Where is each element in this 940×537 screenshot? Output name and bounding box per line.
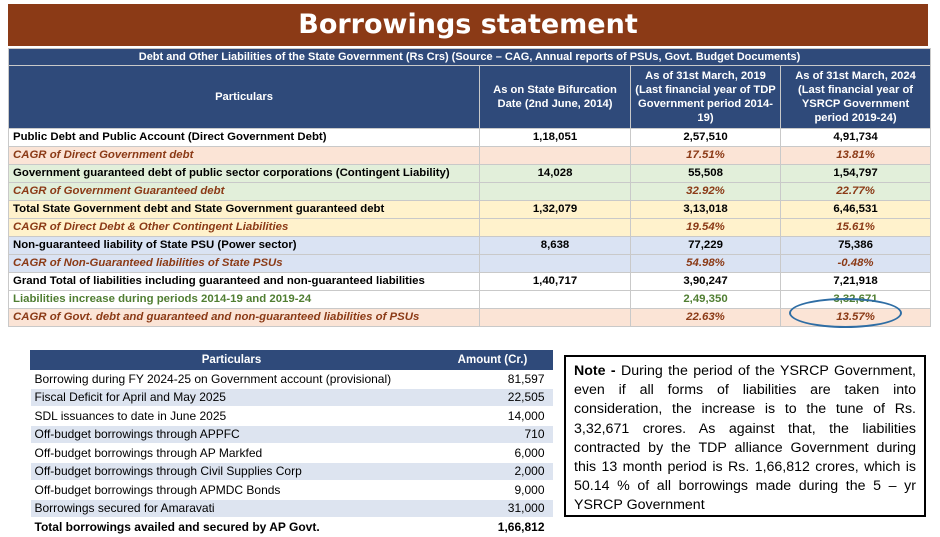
borrowings-table [30, 350, 553, 537]
row-value: 77,229 [631, 237, 781, 255]
row-value [480, 255, 631, 273]
row-label: Public Debt and Public Account (Direct Government Debt) [9, 129, 480, 147]
sub-header-amount: Amount (Cr.) [433, 351, 553, 370]
row-value: 22.63% [631, 309, 781, 327]
list-item: Fiscal Deficit for April and May 2025 [31, 388, 433, 407]
row-label: Total State Government debt and State Government guaranteed debt [9, 201, 480, 219]
row-label: Grand Total of liabilities including guaranteed and non-guaranteed liabilities [9, 273, 480, 291]
row-label: CAGR of Non-Guaranteed liabilities of State PSUs [9, 255, 480, 273]
liabilities-table [8, 48, 931, 327]
row-label: CAGR of Govt. debt and guaranteed and non-guaranteed liabilities of PSUs [9, 309, 480, 327]
row-value [480, 219, 631, 237]
total-amount: 1,66,812 [433, 518, 553, 537]
row-value [480, 309, 631, 327]
list-item-amount: 710 [433, 425, 553, 444]
row-value [480, 291, 631, 309]
row-label: Government guaranteed debt of public sector corporations (Contingent Liability) [9, 165, 480, 183]
header-2019: As of 31st March, 2019 (Last financial year of TDP Government period 2014-19) [631, 66, 781, 129]
row-value [480, 147, 631, 165]
list-item-amount: 31,000 [433, 499, 553, 518]
list-item: SDL issuances to date in June 2025 [31, 407, 433, 426]
page-title: Borrowings statement [8, 4, 928, 46]
list-item: Off-budget borrowings through APPFC [31, 425, 433, 444]
row-label: Liabilities increase during periods 2014-19 and 2019-24 [9, 291, 480, 309]
note-box [564, 355, 926, 517]
list-item: Off-budget borrowings through APMDC Bonds [31, 481, 433, 500]
row-value: 14,028 [480, 165, 631, 183]
list-item-amount: 22,505 [433, 388, 553, 407]
source-line: Debt and Other Liabilities of the State Government (Rs Crs) (Source – CAG, Annual reports of PSUs, Govt. Budget Documents) [9, 49, 931, 66]
row-value: 75,386 [781, 237, 931, 255]
row-value: 6,46,531 [781, 201, 931, 219]
list-item: Off-budget borrowings through Civil Supplies Corp [31, 462, 433, 481]
list-item: Borrowing during FY 2024-25 on Government account (provisional) [31, 370, 433, 389]
row-value: 55,508 [631, 165, 781, 183]
row-value: 1,18,051 [480, 129, 631, 147]
list-item: Borrowings secured for Amaravati [31, 499, 433, 518]
row-label: CAGR of Direct Government debt [9, 147, 480, 165]
row-value: 19.54% [631, 219, 781, 237]
row-value: 7,21,918 [781, 273, 931, 291]
row-value: 2,49,350 [631, 291, 781, 309]
list-item-amount: 6,000 [433, 444, 553, 463]
row-value: 13.81% [781, 147, 931, 165]
row-value: -0.48% [781, 255, 931, 273]
header-bifurcation: As on State Bifurcation Date (2nd June, 2014) [480, 66, 631, 129]
row-value: 54.98% [631, 255, 781, 273]
sub-header-particulars: Particulars [31, 351, 433, 370]
row-value: 4,91,734 [781, 129, 931, 147]
list-item: Off-budget borrowings through AP Markfed [31, 444, 433, 463]
row-value: 1,32,079 [480, 201, 631, 219]
list-item-amount: 9,000 [433, 481, 553, 500]
row-label: Non-guaranteed liability of State PSU (Power sector) [9, 237, 480, 255]
list-item-amount: 81,597 [433, 370, 553, 389]
row-value: 2,57,510 [631, 129, 781, 147]
row-value: 8,638 [480, 237, 631, 255]
row-value: 3,90,247 [631, 273, 781, 291]
total-label: Total borrowings availed and secured by AP Govt. [31, 518, 433, 537]
row-value: 17.51% [631, 147, 781, 165]
row-value: 15.61% [781, 219, 931, 237]
row-value: 1,54,797 [781, 165, 931, 183]
list-item-amount: 2,000 [433, 462, 553, 481]
row-label: CAGR of Government Guaranteed debt [9, 183, 480, 201]
header-2024: As of 31st March, 2024 (Last financial year of YSRCP Government period 2019-24) [781, 66, 931, 129]
row-value: 1,40,717 [480, 273, 631, 291]
row-value: 22.77% [781, 183, 931, 201]
row-value: 32.92% [631, 183, 781, 201]
highlighted-increase: 3,32,671 [781, 291, 931, 309]
note-lead: Note - [574, 363, 616, 379]
note-text: During the period of the YSRCP Government, even if all forms of liabilities are taken into consideration, the increase is to the tune of Rs. 3,32,671 crores. As against that, the liabilities contracted by the TDP alliance Government during this 13 month period is Rs. 1,66,812 crores, which is 50.14 % of all borrowings made during the 5 – yr YSRCP Government [574, 363, 916, 514]
highlight-circle [789, 298, 902, 328]
row-value: 3,13,018 [631, 201, 781, 219]
row-value [480, 183, 631, 201]
list-item-amount: 14,000 [433, 407, 553, 426]
row-value: 13.57% [781, 309, 931, 327]
row-label: CAGR of Direct Debt & Other Contingent Liabilities [9, 219, 480, 237]
header-particulars: Particulars [9, 66, 480, 129]
